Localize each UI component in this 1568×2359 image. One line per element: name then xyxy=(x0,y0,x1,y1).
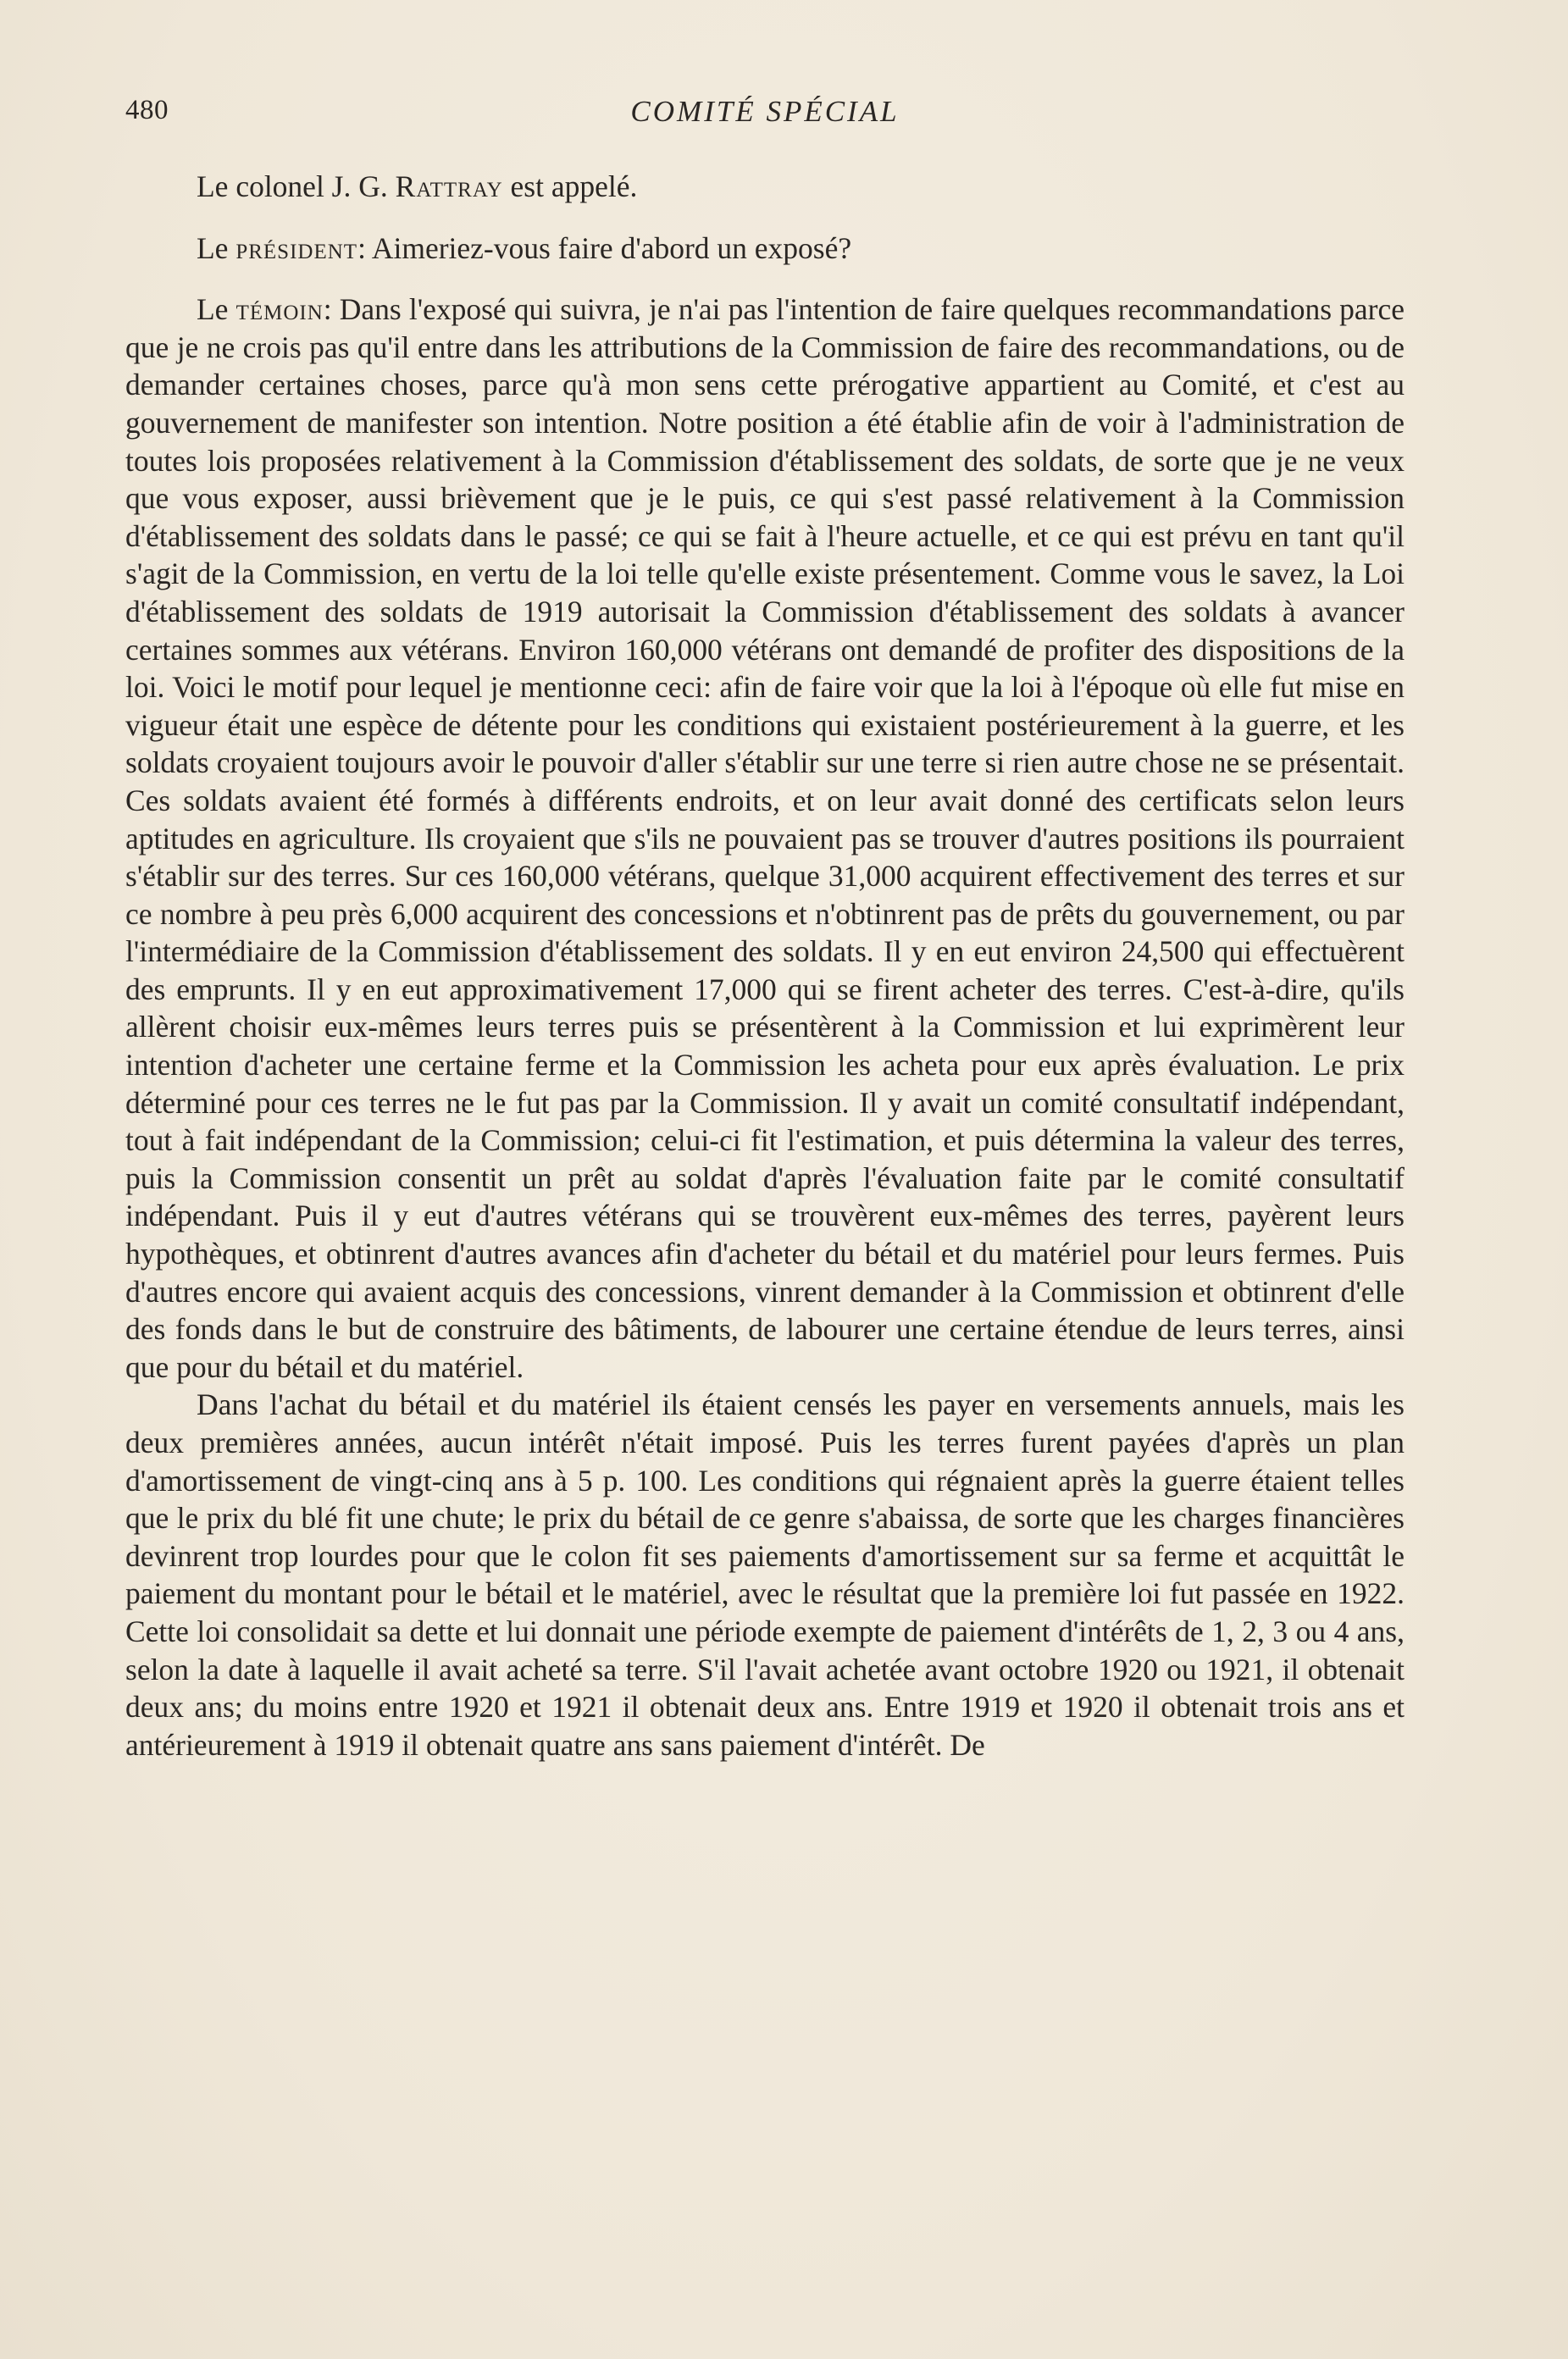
page-header xyxy=(125,95,1405,139)
paragraph-text: est appelé. xyxy=(502,169,638,203)
paragraph-text: : Dans l'exposé qui suivra, je n'ai pas l'intention de faire quelques recommandations parce que je ne crois pas qu'il entre dans les attributions de la Commission de faire des recommandations, ou de demander certaines choses, parce qu'à mon sens cette prérogative appartient au Comité, et c'est au gouvernement de manifester son intention. Notre position a été établie afin de voir à l'administration de toutes lois proposées relativement à la Commission d'établissement des soldats, de sorte que je ne veux que vous exposer, aussi brièvement que je le puis, ce qui s'est passé relativement à la Commission d'établissement des soldats dans le passé; ce qui se fait à l'heure actuelle, et ce qui est prévu en tant qu'il s'agit de la Commission, en vertu de la loi telle qu'elle existe présentement. Comme vous le savez, la Loi d'établissement des soldats de 1919 autorisait la Commission d'établissement des soldats à avancer certaines sommes aux vétérans. Environ 160,000 vétérans ont demandé de profiter des dispositions de la loi. Voici le motif pour lequel je mentionne ceci: afin de faire voir que la loi à l'époque où elle fut mise en vigueur était une espèce de détente pour les conditions qui existaient postérieurement à la guerre, et les soldats croyaient toujours avoir le pouvoir d'aller s'établir sur une terre si rien autre chose ne se présentait. Ces soldats avaient été formés à différents endroits, et on leur avait donné des certificats selon leurs aptitudes en agriculture. Ils croyaient que s'ils ne pouvaient pas se trouver d'autres positions ils pourraient s'établir sur des terres. Sur ces 160,000 vétérans, quelque 31,000 acquirent effectivement des terres et sur ce nombre à peu près 6,000 acquirent des concessions et n'obtinrent pas de prêts du gouvernement, ou par l'intermédiaire de la Commission d'établissement des soldats. Il y en eut environ 24,500 qui effectuèrent des emprunts. Il y en eut approximativement 17,000 qui se firent acheter des terres. C'est-à-dire, qu'ils allèrent choisir eux-mêmes leurs terres puis se présentèrent à la Commission et lui exprimèrent leur intention d'acheter une certaine ferme et la Commission les acheta pour eux après évaluation. Le prix déterminé pour ces terres ne le fut pas par la Commission. Il y avait un comité consultatif indépendant, tout à fait indépendant de la Commission; celui-ci fit l'estimation, et puis détermina la valeur des terres, puis la Commission consentit un prêt au soldat d'après l'évaluation faite par le comité consultatif indépendant. Puis il y eut d'autres vétérans qui se trouvèrent eux-mêmes des terres, payèrent leurs hypothèques, et obtinrent d'autres avances afin d'acheter du bétail et du matériel pour leurs fermes. Puis d'autres encore qui avaient acquis des concessions, vinrent demander à la Commission et obtinrent d'elle des fonds dans le but de construire des bâtiments, de labourer une certaine étendue de leurs terres, ainsi que pour du bétail et du matériel. xyxy=(125,292,1405,1384)
paragraph-text: Le xyxy=(197,292,236,327)
paragraph-witness-called xyxy=(125,168,1405,206)
speaker-label: témoin xyxy=(235,292,324,327)
paragraph-text: Le xyxy=(197,230,236,265)
page-number: 480 xyxy=(125,95,169,125)
witness-name: Rattray xyxy=(395,169,503,203)
running-head: COMITÉ SPÉCIAL xyxy=(630,95,900,128)
paragraph-text: : Aimeriez-vous faire d'abord un exposé? xyxy=(357,230,852,265)
paragraph-text: Le colonel J. G. xyxy=(197,169,396,203)
paragraph-president-question xyxy=(125,230,1405,268)
body-text xyxy=(125,168,1405,1764)
paragraph-continuation: Dans l'achat du bétail et du matériel ils étaient censés les payer en versements annuels, mais les deux premières années, aucun intérêt n'était imposé. Puis les terres furent payées d'après un plan d'amortissement de vingt-cinq ans à 5 p. 100. Les conditions qui régnaient après la guerre étaient telles que le prix du blé fit une chute; le prix du bétail de ce genre s'abaissa, de sorte que les charges financières devinrent trop lourdes pour que le colon fit ses paiements d'amortissement sur sa ferme et acquittât le paiement du montant pour le bétail et le matériel, avec le résultat que la première loi fut passée en 1922. Cette loi consolidait sa dette et lui donnait une période exempte de paiement d'intérêts de 1, 2, 3 ou 4 ans, selon la date à laquelle il avait acheté sa terre. S'il l'avait achetée avant octobre 1920 ou 1921, il obtenait deux ans; du moins entre 1920 et 1921 il obtenait deux ans. Entre 1919 et 1920 il obtenait trois ans et antérieurement à 1919 il obtenait quatre ans sans paiement d'intérêt. De xyxy=(125,1387,1405,1762)
speaker-label: président xyxy=(235,230,358,265)
paragraph-witness-statement xyxy=(125,291,1405,1386)
